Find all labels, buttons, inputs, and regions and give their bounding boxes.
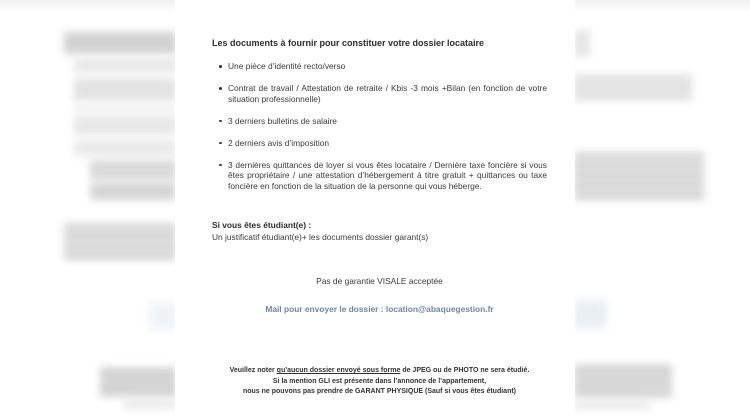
blurred-text-block	[574, 400, 650, 410]
blurred-text-block	[64, 32, 176, 54]
footer-notice	[212, 366, 547, 398]
blurred-text-block	[574, 300, 607, 328]
rental-dossier-document	[175, 0, 575, 420]
student-heading: Si vous êtes étudiant(e) :	[212, 220, 312, 230]
visale-note: Pas de garantie VISALE acceptée	[316, 276, 443, 286]
list-item: 3 dernières quittances de loyer si vous êtes locataire / Dernière taxe foncière si vous êtes propriétaire / une attestation d’hébergement à titre gratuit + quittances ou taxe foncière en fonction de la situation de la personne qui vous héberge.	[228, 159, 547, 191]
student-section	[212, 219, 547, 243]
blurred-text-block	[90, 160, 176, 180]
blurred-text-block	[574, 153, 704, 201]
dossier-email-link[interactable]: Mail pour envoyer le dossier : location@abaquegestion.fr	[265, 304, 494, 314]
list-item: Une pièce d’identité recto/verso	[228, 61, 547, 72]
list-item: Contrat de travail / Attestation de retraite / Kbis -3 mois +Bilan (en fonction de votre situation professionnelle)	[228, 83, 547, 104]
student-text: Un justificatif étudiant(e)+ les documents dossier garant(s)	[212, 232, 429, 242]
blurred-text-block	[90, 182, 176, 200]
footer-line-2: Si la mention GLI est présente dans l’annonce de l’appartement,	[272, 377, 487, 385]
list-item: 3 derniers bulletins de salaire	[228, 116, 547, 127]
blurred-text-block	[100, 367, 176, 397]
blurred-text-block	[574, 30, 590, 57]
blurred-text-block	[74, 104, 176, 112]
blurred-text-block	[74, 57, 176, 73]
footer-line-3: nous ne pouvons pas prendre de GARANT PHYSIQUE (Sauf si vous êtes étudiant)	[242, 388, 517, 396]
blurred-text-block	[74, 115, 176, 135]
underlined-text: qu’aucun dossier envoyé sous forme	[276, 367, 401, 374]
blurred-text-block	[74, 140, 176, 156]
footer-line-1: Veuillez noter qu’aucun dossier envoyé sous forme de JPEG ou de PHOTO ne sera étudié.	[229, 367, 530, 374]
list-item: 2 derniers avis d’imposition	[228, 138, 547, 149]
blurred-text-block	[64, 224, 176, 260]
blurred-text-block	[150, 303, 176, 329]
blurred-text-block	[74, 78, 176, 101]
required-documents-list	[212, 61, 547, 191]
document-title: Les documents à fournir pour constituer votre dossier locataire	[212, 38, 485, 48]
blurred-text-block	[124, 400, 176, 409]
blurred-text-block	[574, 74, 692, 101]
blurred-text-block	[574, 364, 672, 398]
